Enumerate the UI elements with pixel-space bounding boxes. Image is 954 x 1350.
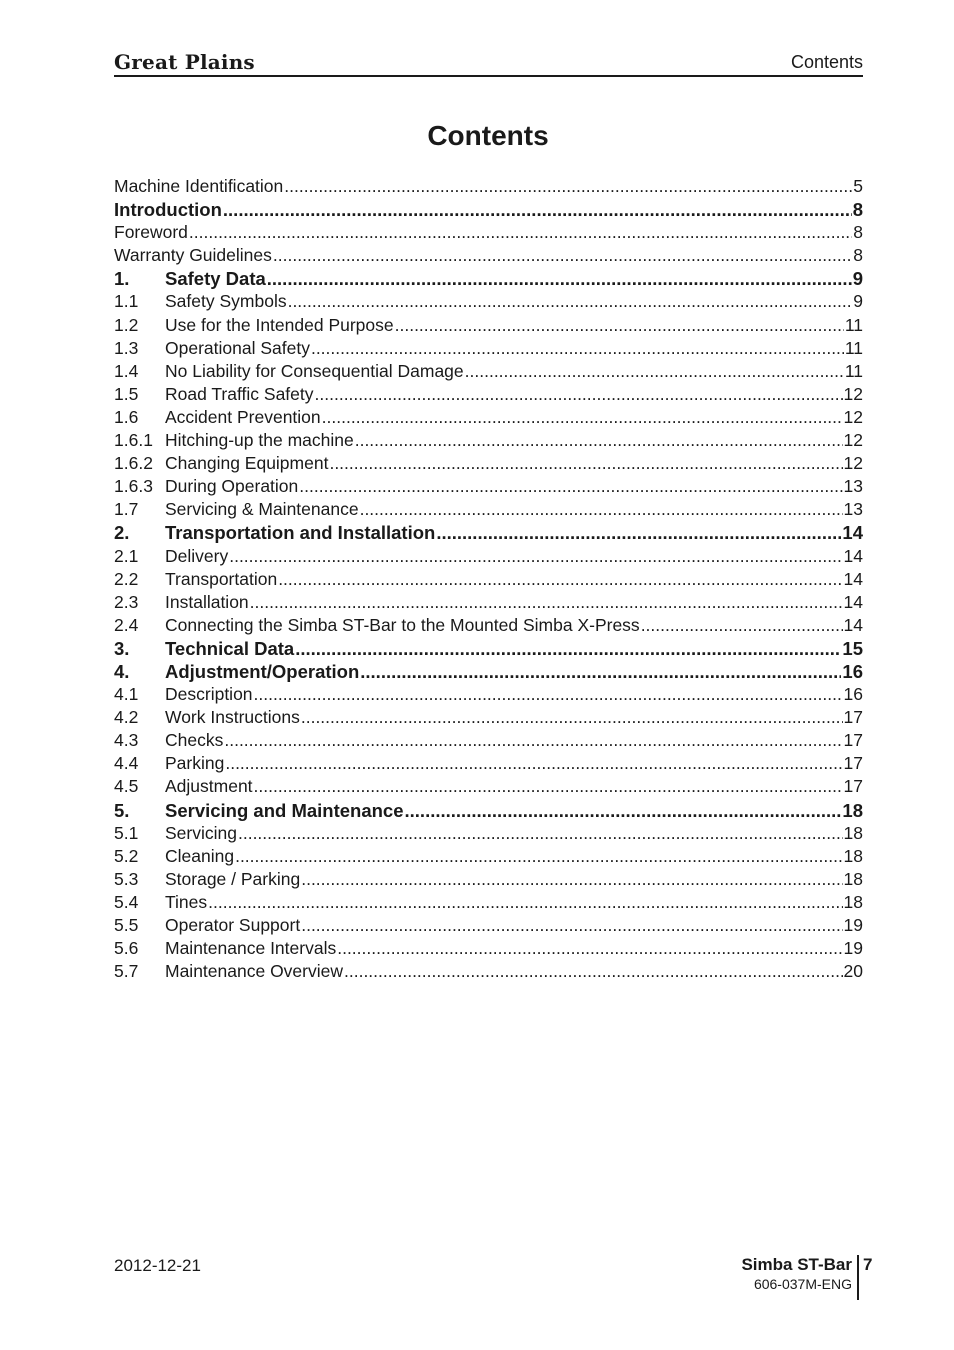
- toc-entry[interactable]: [114, 337, 863, 360]
- toc-entry-page: 17: [843, 707, 863, 728]
- toc-entry[interactable]: [114, 360, 863, 383]
- toc-dot-leader: [250, 591, 843, 614]
- toc-entry[interactable]: [114, 845, 863, 868]
- toc-dot-leader: [225, 752, 842, 775]
- toc-entry[interactable]: [114, 521, 863, 544]
- toc-entry-page: 9: [852, 268, 863, 290]
- toc-dot-leader: [315, 383, 843, 406]
- toc-entry-label: Safety Symbols: [165, 291, 287, 312]
- toc-entry[interactable]: [114, 475, 863, 498]
- toc-entry-page: 13: [843, 499, 863, 520]
- toc-entry-number: 5.: [114, 799, 130, 821]
- toc-dot-leader: [395, 314, 844, 337]
- toc-entry[interactable]: [114, 683, 863, 706]
- toc-entry[interactable]: [114, 752, 863, 775]
- toc-entry-page: 5: [853, 176, 863, 196]
- toc-entry-number: 2.2: [114, 568, 139, 589]
- toc-entry-number: 5.2: [114, 845, 139, 866]
- toc-entry-page: 17: [843, 753, 863, 774]
- toc-dot-leader: [436, 521, 841, 544]
- toc-entry-page: 8: [853, 245, 863, 266]
- toc-dot-leader: [322, 406, 843, 429]
- toc-entry-number: 1.1: [114, 291, 139, 312]
- toc-entry-number: 1.7: [114, 499, 139, 520]
- toc-entry-page: 12: [843, 383, 863, 404]
- toc-entry-number: 1.6.1: [114, 430, 153, 451]
- toc-entry[interactable]: [114, 429, 863, 452]
- toc-entry-number: 5.3: [114, 868, 139, 889]
- toc-entry-number: 1.5: [114, 383, 139, 404]
- toc-entry-label: Maintenance Overview: [165, 961, 343, 982]
- toc-entry-number: 4.2: [114, 707, 139, 728]
- toc-dot-leader: [288, 290, 853, 313]
- toc-dot-leader: [295, 637, 841, 660]
- toc-entry-page: 17: [843, 776, 863, 797]
- toc-dot-leader: [301, 706, 843, 729]
- page-title: Contents: [427, 120, 549, 151]
- toc-entry-label: Installation: [165, 591, 249, 612]
- toc-entry-page: 11: [844, 314, 863, 335]
- toc-entry[interactable]: [114, 452, 863, 475]
- toc-entry-page: 13: [843, 476, 863, 497]
- toc-dot-leader: [360, 498, 843, 521]
- toc-entry-page: 14: [843, 545, 863, 566]
- footer-page-number: 7: [857, 1255, 872, 1300]
- toc-entry[interactable]: [114, 198, 863, 221]
- toc-entry-page: 14: [843, 568, 863, 589]
- toc-entry-number: 2.1: [114, 545, 139, 566]
- toc-entry-page: 15: [842, 637, 863, 659]
- toc-entry-number: 4.3: [114, 730, 139, 751]
- toc-entry[interactable]: [114, 568, 863, 591]
- toc-entry-label: Introduction: [114, 199, 222, 221]
- page-header: [114, 50, 863, 77]
- toc-entry[interactable]: [114, 937, 863, 960]
- toc-entry-page: 17: [843, 730, 863, 751]
- toc-dot-leader: [405, 799, 842, 822]
- toc-entry-label: Cleaning: [165, 845, 235, 866]
- toc-entry-number: 4.: [114, 660, 130, 682]
- toc-entry-number: 2.4: [114, 614, 139, 635]
- toc-entry[interactable]: [114, 290, 863, 313]
- toc-entry-label: Servicing and Maintenance: [165, 799, 404, 821]
- toc-entry-label: Adjustment: [165, 776, 253, 797]
- toc-entry[interactable]: [114, 175, 863, 198]
- toc-entry-label: Delivery: [165, 545, 229, 566]
- toc-entry-label: Transportation: [165, 568, 278, 589]
- toc-entry-number: 4.4: [114, 753, 139, 774]
- toc-entry-number: 5.1: [114, 822, 139, 843]
- toc-entry-page: 12: [843, 406, 863, 427]
- toc-entry-label: Connecting the Simba ST-Bar to the Mounted Simba X-Press: [165, 614, 640, 635]
- toc-dot-leader: [360, 660, 841, 683]
- toc-entry-label: Operational Safety: [165, 337, 310, 358]
- toc-entry-number: 1.2: [114, 314, 139, 335]
- footer-doc-info: [741, 1255, 858, 1292]
- toc-entry[interactable]: [114, 822, 863, 845]
- toc-entry-label: Checks: [165, 730, 224, 751]
- toc-dot-leader: [224, 729, 842, 752]
- toc-entry-page: 8: [852, 199, 863, 221]
- toc-entry[interactable]: [114, 799, 863, 822]
- toc-dot-leader: [254, 775, 843, 798]
- table-of-contents: [114, 175, 863, 983]
- toc-entry[interactable]: [114, 591, 863, 614]
- toc-dot-leader: [301, 914, 842, 937]
- toc-entry-number: 1.3: [114, 337, 139, 358]
- toc-entry-label: Servicing: [165, 822, 237, 843]
- toc-dot-leader: [254, 683, 843, 706]
- toc-dot-leader: [235, 845, 842, 868]
- toc-entry-label: Changing Equipment: [165, 453, 329, 474]
- toc-entry-label: Road Traffic Safety: [165, 383, 314, 404]
- toc-entry-label: Foreword: [114, 222, 188, 243]
- toc-entry-page: 14: [843, 614, 863, 635]
- toc-dot-leader: [238, 822, 843, 845]
- toc-entry[interactable]: [114, 244, 863, 267]
- toc-entry-label: Description: [165, 684, 253, 705]
- toc-entry-label: Machine Identification: [114, 176, 284, 196]
- toc-entry-label: Technical Data: [165, 637, 295, 659]
- toc-dot-leader: [337, 937, 842, 960]
- toc-entry-number: 4.1: [114, 684, 139, 705]
- toc-entry-label: Transportation and Installation: [165, 522, 436, 544]
- toc-entry-label: Maintenance Intervals: [165, 938, 337, 959]
- toc-entry-number: 3.: [114, 637, 130, 659]
- toc-entry-page: 11: [844, 360, 863, 381]
- toc-entry[interactable]: [114, 868, 863, 891]
- toc-entry[interactable]: [114, 383, 863, 406]
- toc-entry-label: No Liability for Consequential Damage: [165, 360, 464, 381]
- toc-entry-label: Storage / Parking: [165, 868, 301, 889]
- toc-dot-leader: [465, 360, 844, 383]
- toc-entry-number: 2.: [114, 522, 130, 544]
- toc-entry-label: Hitching-up the machine: [165, 430, 354, 451]
- footer-doc-code: 606-037M-ENG: [753, 1276, 852, 1292]
- toc-entry-label: Use for the Intended Purpose: [165, 314, 394, 335]
- toc-dot-leader: [267, 267, 852, 290]
- toc-dot-leader: [344, 960, 843, 983]
- toc-entry-number: 2.3: [114, 591, 139, 612]
- toc-dot-leader: [355, 429, 843, 452]
- toc-dot-leader: [208, 891, 842, 914]
- toc-entry-page: 8: [853, 222, 863, 243]
- toc-entry-number: 1.4: [114, 360, 139, 381]
- toc-entry[interactable]: [114, 660, 863, 683]
- toc-dot-leader: [189, 221, 852, 244]
- toc-dot-leader: [278, 568, 842, 591]
- toc-entry-page: 12: [843, 430, 863, 451]
- toc-entry-page: 18: [842, 799, 863, 821]
- toc-entry[interactable]: [114, 960, 863, 983]
- toc-entry-number: 5.5: [114, 915, 139, 935]
- toc-entry[interactable]: [114, 614, 863, 637]
- toc-entry-number: 5.4: [114, 891, 139, 912]
- toc-dot-leader: [229, 545, 842, 568]
- toc-entry-label: Tines: [165, 891, 208, 912]
- toc-entry-page: 20: [843, 961, 863, 982]
- toc-entry-page: 11: [844, 337, 863, 358]
- toc-entry[interactable]: [114, 775, 863, 798]
- toc-entry-label: Parking: [165, 753, 225, 774]
- toc-entry[interactable]: [114, 637, 863, 660]
- toc-entry-number: 1.: [114, 268, 130, 290]
- footer-doc-title: Simba ST-Bar: [741, 1255, 852, 1274]
- toc-entry-label: During Operation: [165, 476, 299, 497]
- toc-entry[interactable]: [114, 914, 863, 937]
- toc-dot-leader: [273, 244, 852, 267]
- toc-dot-leader: [641, 614, 843, 637]
- toc-entry-label: Servicing & Maintenance: [165, 499, 359, 520]
- toc-entry[interactable]: [114, 891, 863, 914]
- toc-entry-label: Warranty Guidelines: [114, 245, 272, 266]
- toc-entry-page: 9: [853, 291, 863, 312]
- toc-dot-leader: [301, 868, 842, 891]
- brand-logo-text: Great Plains: [114, 50, 255, 74]
- toc-entry[interactable]: [114, 221, 863, 244]
- toc-entry-number: 1.6.2: [114, 453, 153, 474]
- toc-dot-leader: [299, 475, 842, 498]
- toc-entry-label: Safety Data: [165, 268, 266, 290]
- toc-entry-page: 18: [843, 845, 863, 866]
- toc-entry-label: Adjustment/Operation: [165, 660, 360, 682]
- toc-entry-page: 19: [843, 915, 863, 935]
- toc-entry-number: 4.5: [114, 776, 139, 797]
- toc-entry[interactable]: [114, 729, 863, 752]
- toc-entry-page: 14: [842, 522, 863, 544]
- toc-entry[interactable]: [114, 498, 863, 521]
- toc-entry[interactable]: [114, 314, 863, 337]
- header-section-title: Contents: [790, 52, 863, 72]
- toc-entry-number: 1.6: [114, 406, 139, 427]
- toc-entry-number: 5.7: [114, 961, 139, 982]
- toc-dot-leader: [311, 337, 844, 360]
- toc-entry-label: Accident Prevention: [165, 406, 321, 427]
- toc-entry-page: 16: [843, 684, 863, 705]
- toc-dot-leader: [329, 452, 842, 475]
- toc-dot-leader: [284, 175, 852, 198]
- toc-entry-page: 12: [843, 453, 863, 474]
- toc-dot-leader: [223, 198, 852, 221]
- toc-entry[interactable]: [114, 406, 863, 429]
- toc-entry-page: 14: [843, 591, 863, 612]
- toc-entry-page: 18: [843, 822, 863, 843]
- toc-entry-label: Operator Support: [165, 915, 301, 935]
- toc-entry-page: 18: [843, 868, 863, 889]
- toc-entry-page: 16: [842, 660, 863, 682]
- toc-entry-label: Work Instructions: [165, 707, 300, 728]
- toc-entry-number: 5.6: [114, 938, 139, 959]
- toc-entry[interactable]: [114, 545, 863, 568]
- toc-entry-page: 19: [843, 938, 863, 959]
- toc-entry-number: 1.6.3: [114, 476, 153, 497]
- toc-entry[interactable]: [114, 706, 863, 729]
- footer-date: 2012-12-21: [114, 1256, 201, 1275]
- toc-entry[interactable]: [114, 267, 863, 290]
- toc-entry-page: 18: [843, 891, 863, 912]
